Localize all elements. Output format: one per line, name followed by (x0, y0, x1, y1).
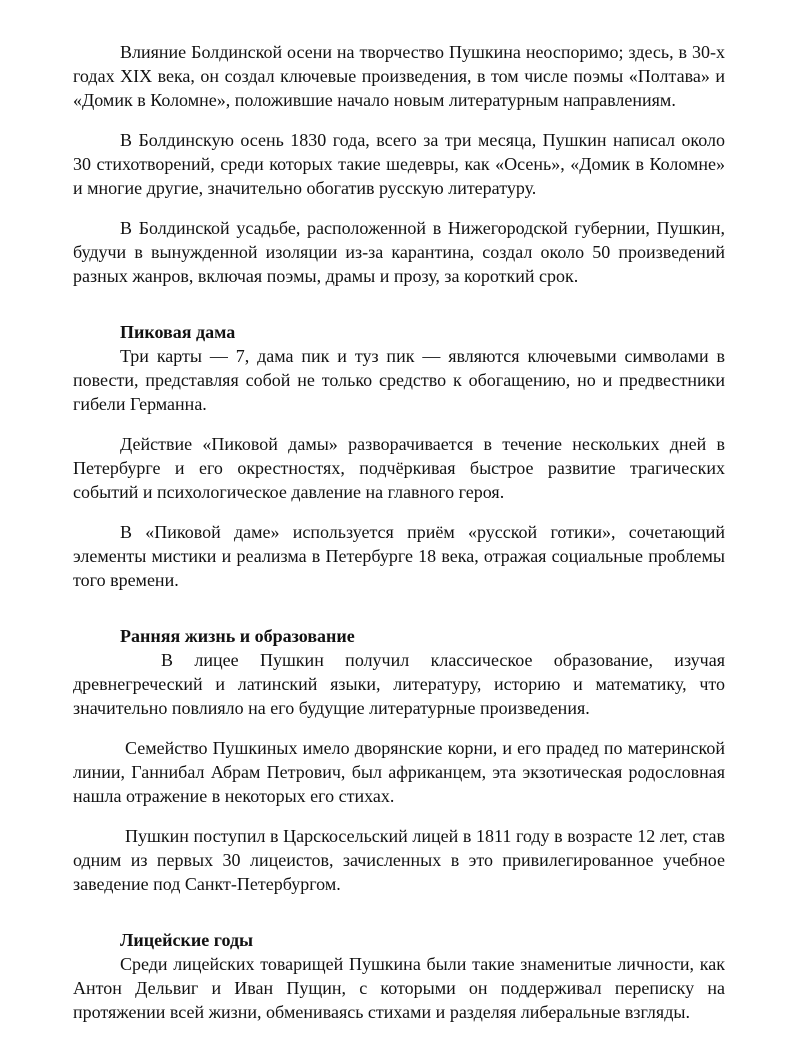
paragraph-lyceum-education: В лицее Пушкин получил классическое образование, изучая древнегреческий и латинский языки, литературу, историю и математику, что значительно повлияло на его будущие литературные произведения. (73, 650, 725, 718)
section-spacer (73, 912, 725, 928)
section-spacer (73, 608, 725, 624)
paragraph-three-cards: Три карты — 7, дама пик и туз пик — являются ключевыми символами в повести, представляя собой не только средство к обогащению, но и предвестники гибели Германна. (73, 346, 725, 414)
heading-early-life: Ранняя жизнь и образование (120, 626, 355, 646)
heading-lyceum-years: Лицейские годы (120, 930, 254, 950)
paragraph-russian-gothic: В «Пиковой даме» используется приём «русской готики», сочетающий элементы мистики и реализма в Петербурге 18 века, отражая социальные проблемы того времени. (73, 522, 725, 590)
paragraph-boldino-estate: В Болдинской усадьбе, расположенной в Нижегородской губернии, Пушкин, будучи в вынужденной изоляции из-за карантина, создал около 50 произведений разных жанров, включая поэмы, драмы и прозу, за короткий срок. (73, 218, 725, 286)
paragraph-lyceum-friends: Среди лицейских товарищей Пушкина были такие знаменитые личности, как Антон Дельвиг и Иван Пущин, с которыми он поддерживал переписку на протяжении всей жизни, обмениваясь стихами и разделяя либеральные взгляды. (73, 954, 725, 1022)
paragraph-boldino-autumn-1830: В Болдинскую осень 1830 года, всего за три месяца, Пушкин написал около 30 стихотворений, среди которых такие шедевры, как «Осень», «Домик в Коломне» и многие другие, значительно обогатив русскую литературу. (73, 130, 725, 198)
heading-pikovaya-dama: Пиковая дама (120, 322, 236, 342)
section-spacer (73, 304, 725, 320)
paragraph-lyceum-entry: Пушкин поступил в Царскосельский лицей в 1811 году в возрасте 12 лет, став одним из первых 30 лицеистов, зачисленных в это привилегированное учебное заведение под Санкт-Петербургом. (73, 826, 725, 894)
paragraph-pikovaya-action: Действие «Пиковой дамы» разворачивается в течение нескольких дней в Петербурге и его окрестностях, подчёркивая быстрое развитие трагических событий и психологическое давление на главного героя. (73, 434, 725, 502)
paragraph-boldino-influence: Влияние Болдинской осени на творчество Пушкина неоспоримо; здесь, в 30-х годах XIX века, он создал ключевые произведения, в том числе поэмы «Полтава» и «Домик в Коломне», положившие начало новым литературным направлениям. (73, 42, 725, 110)
document-page (73, 40, 725, 1040)
paragraph-family-roots: Семейство Пушкиных имело дворянские корни, и его прадед по материнской линии, Ганнибал Абрам Петрович, был африканцем, эта экзотическая родословная нашла отражение в некоторых его стихах. (73, 738, 725, 806)
